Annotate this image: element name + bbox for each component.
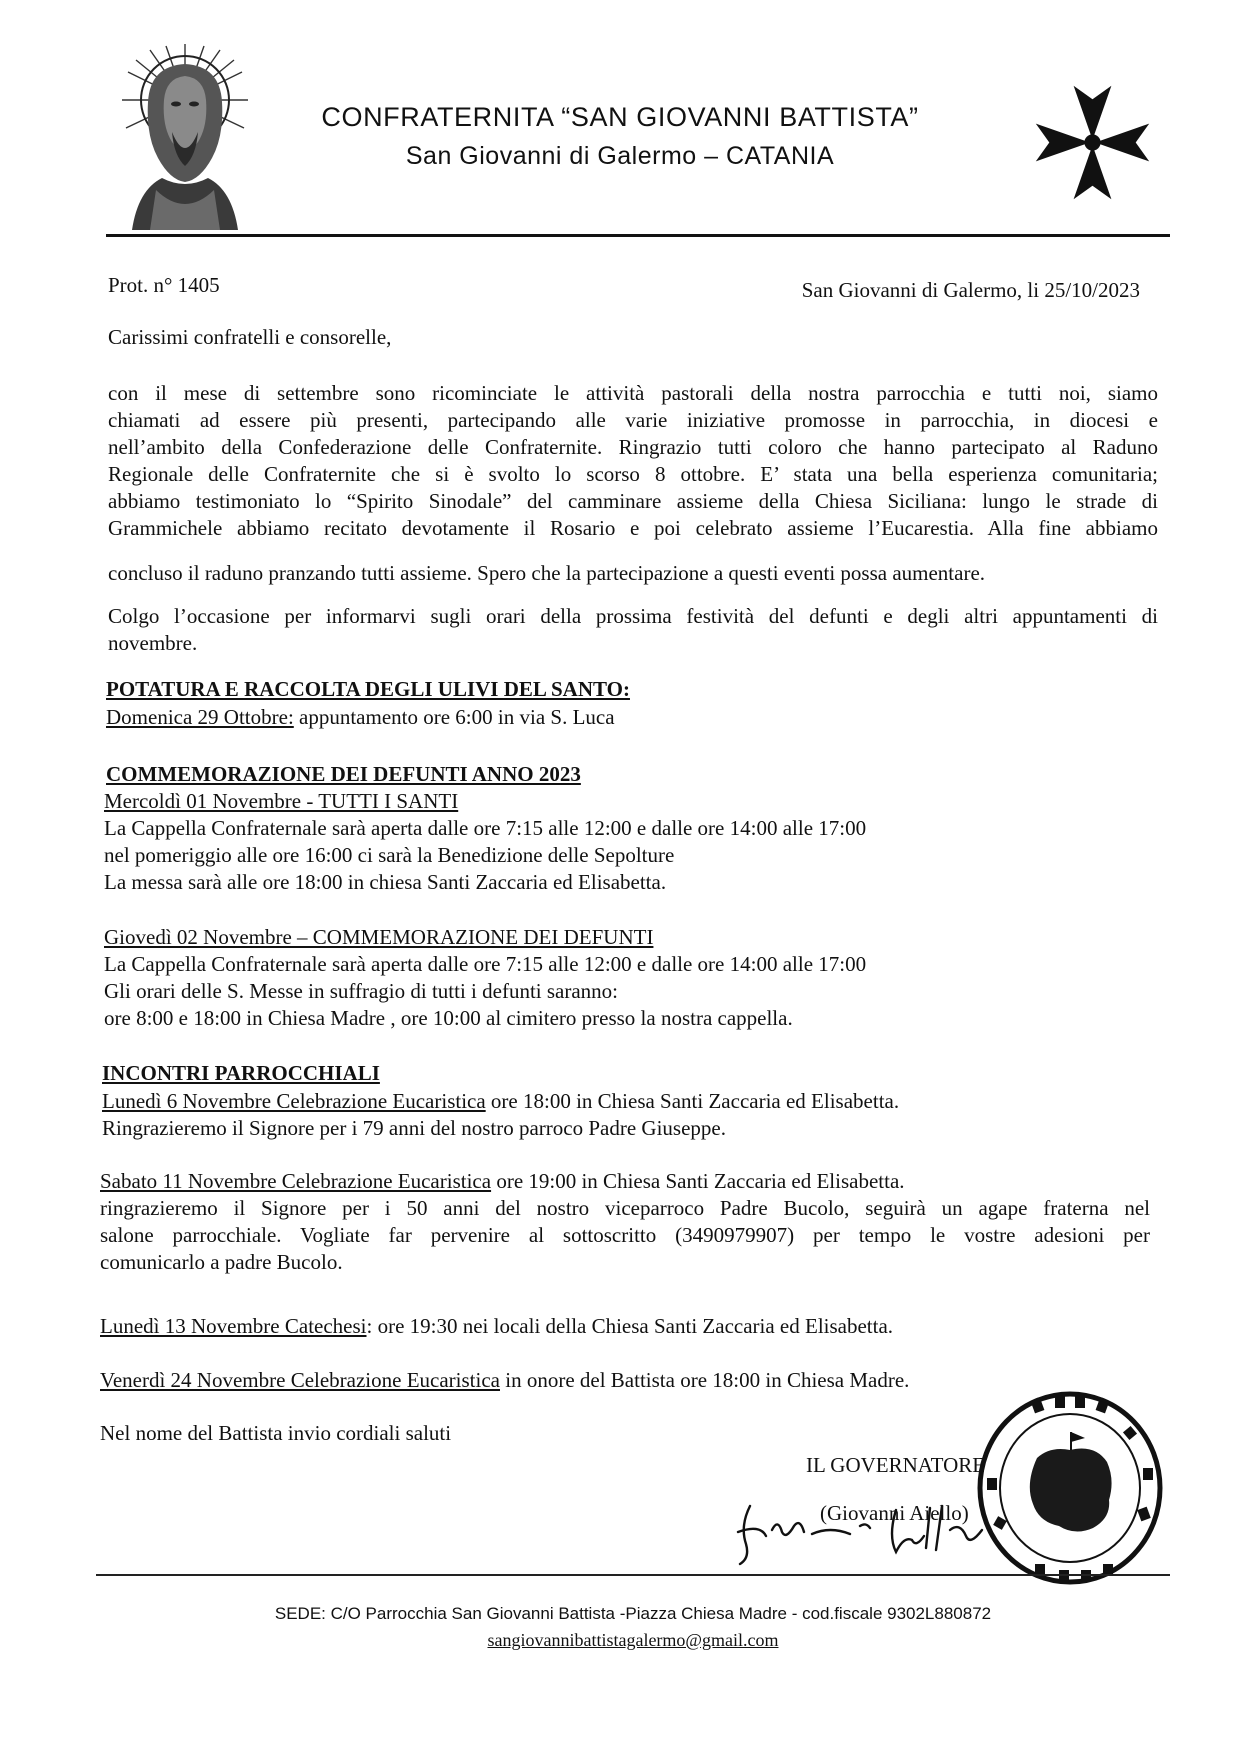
meeting-1 — [102, 1088, 899, 1142]
maltese-cross-icon — [1025, 75, 1160, 210]
olive-harvest-heading: POTATURA E RACCOLTA DEGLI ULIVI DEL SANTO: — [106, 677, 630, 701]
meeting-3-details: : ore 19:30 nei locali della Chiesa Santi Zaccaria ed Elisabetta. — [366, 1314, 894, 1338]
meeting-2-details: ore 19:00 in Chiesa Santi Zaccaria ed Elisabetta. — [491, 1169, 905, 1193]
handwritten-signature-icon — [720, 1496, 1000, 1566]
all-souls-block — [104, 924, 866, 1032]
all-saints-title: Mercoldì 01 Novembre - TUTTI I SANTI — [104, 789, 459, 813]
meeting-2 — [100, 1168, 905, 1195]
governor-name: (Giovanni Aiello) — [820, 1501, 969, 1525]
text-line: concluso il raduno pranzando tutti assieme. Spero che la partecipazione a questi eventi possa aumentare. — [108, 561, 986, 585]
text-line: Gli orari delle S. Messe in suffragio di tutti i defunti saranno: — [104, 979, 619, 1003]
parish-meetings-heading: INCONTRI PARROCCHIALI — [102, 1061, 380, 1085]
text-line: nel pomeriggio alle ore 16:00 ci sarà la Benedizione delle Sepolture — [104, 843, 675, 867]
meeting-1-details: ore 18:00 in Chiesa Santi Zaccaria ed Elisabetta. — [485, 1089, 900, 1113]
meeting-3 — [100, 1313, 893, 1340]
greeting: Carissimi confratelli e consorelle, — [108, 325, 392, 349]
intro-paragraph — [108, 380, 1158, 542]
text-line: novembre. — [108, 631, 198, 655]
text-line: comunicarlo a padre Bucolo. — [100, 1250, 343, 1274]
meeting-2-line — [100, 1168, 905, 1195]
text-line: chiamati ad essere più presenti, partecipando alle varie iniziative promosse in parrocchia, in diocesi e — [108, 408, 1158, 432]
text-line: abbiamo testimoniato lo “Spirito Sinodale” del camminare assieme della Chiesa Siciliana: lungo le strade di — [108, 489, 1158, 513]
footer-divider — [96, 1574, 1170, 1576]
text-line: La messa sarà alle ore 18:00 in chiesa Santi Zaccaria ed Elisabetta. — [104, 870, 667, 894]
meeting-3-title: Lunedì 13 Novembre Catechesi — [100, 1314, 367, 1338]
confraternity-title: CONFRATERNITA “SAN GIOVANNI BATTISTA” — [321, 102, 919, 132]
text-line: La Cappella Confraternale sarà aperta dalle ore 7:15 alle 12:00 e dalle ore 14:00 alle 17:00 — [104, 816, 867, 840]
text-line: Grammichele abbiamo recitato devotamente il Rosario e poi celebrato assieme l’Eucarestia. Alla fine abbiamo — [108, 516, 1158, 540]
all-saints-block — [104, 788, 866, 896]
meeting-1-line — [102, 1088, 899, 1115]
confraternity-location: San Giovanni di Galermo – CATANIA — [405, 142, 835, 170]
place-and-date: San Giovanni di Galermo, li 25/10/2023 — [801, 278, 1140, 302]
footer-email[interactable]: sangiovannibattistagalermo@gmail.com — [487, 1630, 779, 1650]
text-line: nell’ambito della Confederazione delle Confraternite. Ringrazio tutti coloro che hanno partecipato al Raduno — [108, 435, 1158, 459]
meeting-1-title: Lunedì 6 Novembre Celebrazione Eucaristica — [102, 1089, 486, 1113]
meeting-4-title: Venerdì 24 Novembre Celebrazione Eucaristica — [100, 1368, 500, 1392]
text-line: ore 8:00 e 18:00 in Chiesa Madre , ore 10:00 al cimitero presso la nostra cappella. — [104, 1006, 793, 1030]
header-divider — [106, 234, 1170, 237]
text-line: salone parrocchiale. Vogliate far pervenire al sottoscritto (3490979907) per tempo le vostre adesioni per — [100, 1223, 1150, 1247]
text-line: Colgo l’occasione per informarvi sugli orari della prossima festività del defunti e degli altri appuntamenti di — [108, 604, 1158, 628]
all-souls-title: Giovedì 02 Novembre – COMMEMORAZIONE DEI DEFUNTI — [104, 925, 654, 949]
meeting-4 — [100, 1367, 909, 1394]
footer-address: SEDE: C/O Parrocchia San Giovanni Battista -Piazza Chiesa Madre - cod.fiscale 9302L880872 — [274, 1604, 992, 1623]
olive-harvest-date: Domenica 29 Ottobre: — [106, 705, 294, 729]
governor-title: IL GOVERNATORE — [806, 1453, 986, 1477]
meeting-4-details: in onore del Battista ore 18:00 in Chiesa Madre. — [500, 1368, 910, 1392]
text-line: ringrazieremo il Signore per i 50 anni del nostro viceparroco Padre Bucolo, seguirà un agape fraterna nel — [100, 1196, 1150, 1220]
saint-portrait-engraving-icon — [120, 40, 250, 230]
confraternity-seal-stamp — [975, 1388, 1165, 1588]
olive-harvest-line — [106, 704, 615, 731]
commemoration-heading: COMMEMORAZIONE DEI DEFUNTI ANNO 2023 — [106, 762, 581, 786]
text-line: Regionale delle Confraternite che si è svolto lo scorso 8 ottobre. E’ stata una bella esperienza comunitaria; — [108, 462, 1158, 486]
protocol-number: Prot. n° 1405 — [108, 273, 220, 297]
meeting-2-title: Sabato 11 Novembre Celebrazione Eucaristica — [100, 1169, 492, 1193]
text-line: La Cappella Confraternale sarà aperta dalle ore 7:15 alle 12:00 e dalle ore 14:00 alle 17:00 — [104, 952, 867, 976]
closing-salutation: Nel nome del Battista invio cordiali saluti — [100, 1421, 452, 1445]
olive-harvest-text: appuntamento ore 6:00 in via S. Luca — [293, 705, 615, 729]
text-line: con il mese di settembre sono ricominciate le attività pastorali della nostra parrocchia e tutti noi, siamo — [108, 381, 1158, 405]
text-line: Ringrazieremo il Signore per i 79 anni del nostro parroco Padre Giuseppe. — [102, 1116, 726, 1140]
